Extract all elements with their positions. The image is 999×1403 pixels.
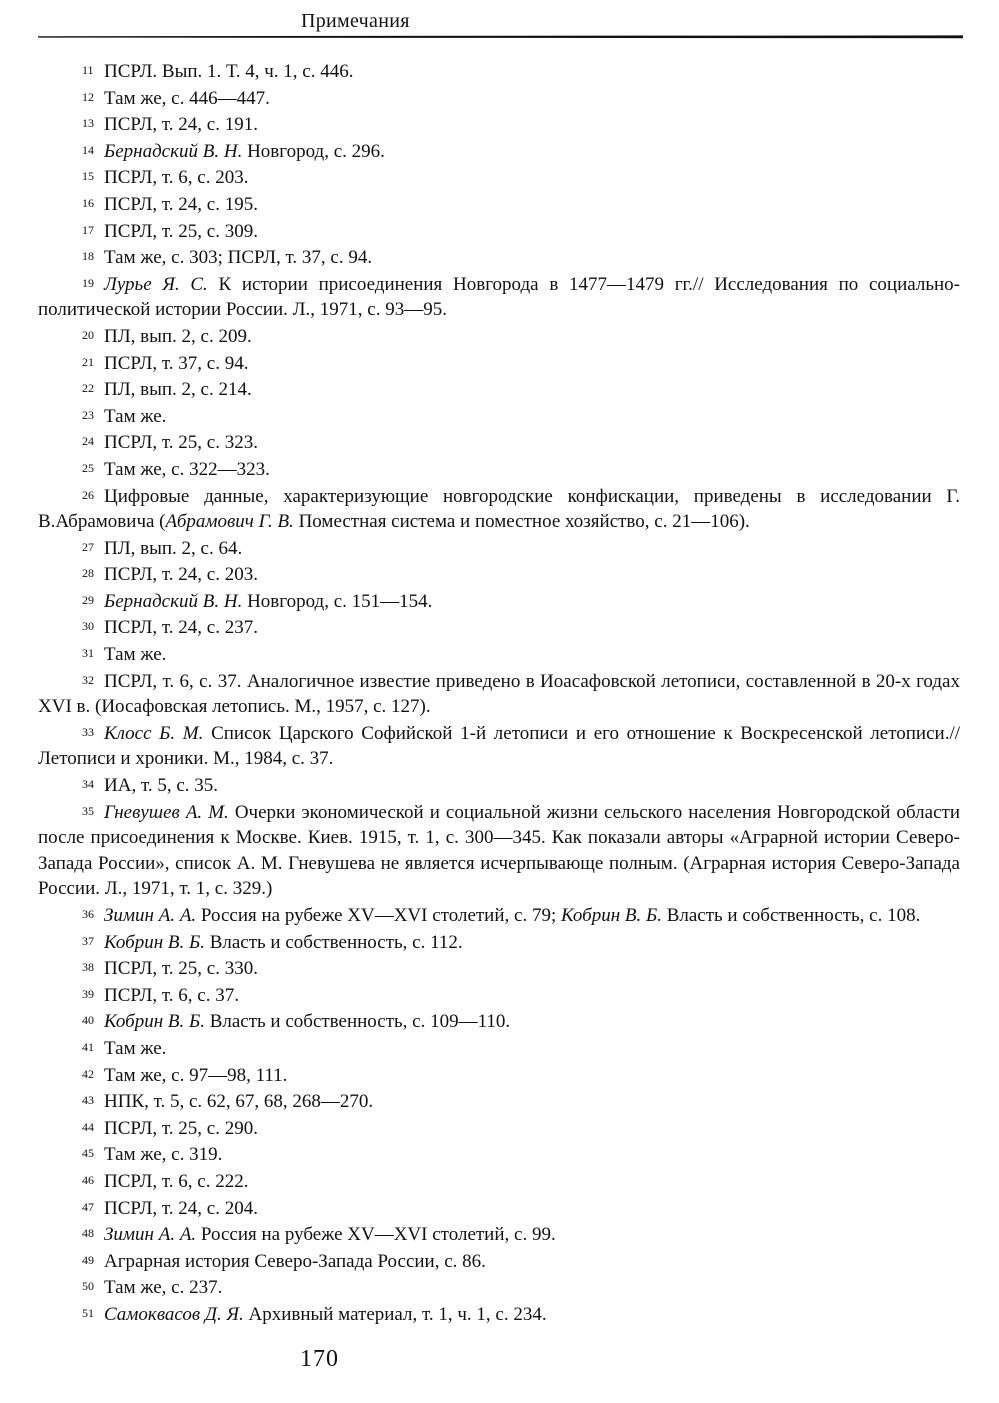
note-text: ПСРЛ, т. 6, с. 37. <box>104 984 239 1006</box>
note-item <box>38 614 960 641</box>
note-text: Там же, с. 322—323. <box>104 458 270 480</box>
note-item <box>38 799 960 902</box>
note-number: 12 <box>82 89 94 104</box>
note-item <box>38 588 960 615</box>
note-item <box>38 1274 960 1301</box>
note-text: ПСРЛ, т. 25, с. 330. <box>104 958 258 980</box>
note-text: Власть и собственность, с. 112. <box>209 931 463 953</box>
note-text: Список Царского Софийской 1-й летописи и его отношение к Воскресенской летописи.// Летописи и хроники. М., 1984, с. 37. <box>38 722 961 770</box>
note-number: 46 <box>82 1172 94 1187</box>
note-author: Зимин А. А. <box>104 1224 197 1246</box>
note-text: ПСРЛ, т. 24, с. 191. <box>104 114 258 136</box>
note-item <box>38 1221 960 1248</box>
note-author: Самоквасов Д. Я. <box>104 1303 244 1325</box>
header-rule <box>38 33 963 41</box>
note-number: 38 <box>82 960 94 975</box>
note-item <box>38 1088 960 1115</box>
note-number: 41 <box>82 1039 94 1054</box>
note-item <box>38 376 960 403</box>
note-text: Новгород, с. 151—154. <box>247 590 433 612</box>
note-number: 32 <box>82 672 94 687</box>
note-text: Там же, с. 237. <box>104 1277 223 1299</box>
note-number: 36 <box>82 907 94 921</box>
note-author: Лурье Я. С. <box>104 273 208 295</box>
note-number: 45 <box>82 1146 94 1161</box>
note-text: ПЛ, вып. 2, с. 214. <box>104 379 252 401</box>
note-item <box>38 323 960 350</box>
note-number: 22 <box>82 381 94 396</box>
note-item <box>38 1141 960 1168</box>
note-number: 33 <box>82 724 94 739</box>
note-text: ПСРЛ, т. 6, с. 222. <box>104 1170 249 1192</box>
note-item <box>38 58 960 85</box>
note-item <box>38 1008 960 1035</box>
note-item <box>38 1248 960 1275</box>
note-number: 16 <box>82 195 94 210</box>
note-number: 44 <box>82 1119 94 1134</box>
note-item <box>38 668 960 720</box>
note-text: К истории присоединения Новгорода в 1477—1479 гг.// Исследования по социально-политической истории России. Л., 1971, с. 93—95. <box>38 273 960 321</box>
note-number: 37 <box>82 933 94 948</box>
note-text: ПСРЛ, т. 6, с. 203. <box>104 167 249 189</box>
note-item <box>38 456 960 483</box>
note-item <box>38 955 960 982</box>
note-author: Бернадский В. Н. <box>104 590 243 612</box>
note-number: 34 <box>82 777 94 792</box>
note-item <box>38 561 960 588</box>
note-number: 43 <box>82 1093 94 1108</box>
note-number: 21 <box>82 354 94 369</box>
note-number: 23 <box>82 407 94 422</box>
note-author: Кобрин В. Б. <box>104 931 205 953</box>
note-text: Архивный материал, т. 1, ч. 1, с. 234. <box>248 1303 547 1325</box>
note-text: ПСРЛ, т. 25, с. 309. <box>104 220 258 242</box>
note-text: Власть и собственность, с. 108. <box>666 905 921 926</box>
note-item <box>38 1035 960 1062</box>
note-text: ПСРЛ, т. 24, с. 204. <box>104 1197 258 1219</box>
note-number: 15 <box>82 169 94 184</box>
note-text: Там же. <box>104 405 167 427</box>
note-author: Абрамович Г. В. <box>165 511 294 533</box>
note-item <box>38 535 960 562</box>
note-item <box>38 772 960 799</box>
note-number: 47 <box>82 1199 94 1214</box>
page-number: 170 <box>300 1346 339 1372</box>
note-item <box>38 244 960 271</box>
note-number: 19 <box>82 275 94 290</box>
note-text: Там же, с. 446—447. <box>104 87 270 109</box>
note-item <box>38 271 960 323</box>
note-item <box>38 1195 960 1222</box>
note-number: 39 <box>82 986 94 1001</box>
note-text: ПСРЛ, т. 6, с. 37. Аналогичное известие приведено в Иоасафовской летописи, составленной в 20-х годах XVI в. (Иосафовская летопись. М., 1957, с. 127). <box>38 670 960 718</box>
note-author: Клосс Б. М. <box>104 722 204 744</box>
note-item <box>38 641 960 668</box>
note-text: Там же. <box>104 1037 167 1059</box>
note-item <box>38 929 960 956</box>
note-text: ПСРЛ, т. 24, с. 195. <box>104 193 258 215</box>
note-item <box>38 483 960 535</box>
note-text: Там же, с. 319. <box>104 1144 223 1166</box>
note-item <box>38 1301 960 1328</box>
note-item <box>38 403 960 430</box>
note-number: 17 <box>82 222 94 237</box>
note-item <box>38 218 960 245</box>
note-item <box>38 1168 960 1195</box>
note-item <box>38 720 960 772</box>
note-text: Очерки экономической и социальной жизни сельского населения Новгородской области после присоединения к Москве. Киев. 1915, т. 1, с. 300—345. Как показали авторы «Аграрной истории Северо-Запада России», список А. М. Гневушева не является исчерпывающе полным. (Аграрная история Северо-Запада России. Л., 1971, т. 1, с. 329.) <box>38 801 960 900</box>
note-number: 29 <box>82 592 94 607</box>
note-number: 40 <box>82 1013 94 1028</box>
note-text: НПК, т. 5, с. 62, 67, 68, 268—270. <box>104 1091 374 1113</box>
note-item <box>38 1062 960 1089</box>
note-text: Там же, с. 97—98, 111. <box>104 1064 288 1086</box>
note-text: ПСРЛ, т. 25, с. 290. <box>104 1117 258 1139</box>
note-item <box>38 111 960 138</box>
note-item <box>38 164 960 191</box>
note-number: 50 <box>82 1279 94 1294</box>
note-number: 42 <box>82 1066 94 1081</box>
note-number: 25 <box>82 460 94 475</box>
header-rule-line <box>38 35 963 38</box>
note-item <box>38 429 960 456</box>
note-number: 49 <box>82 1252 94 1267</box>
note-item <box>38 902 960 929</box>
note-text: ПЛ, вып. 2, с. 209. <box>104 325 252 347</box>
note-item <box>38 138 960 165</box>
note-author: Гневушев А. М. <box>104 801 229 823</box>
note-text: ПСРЛ, т. 25, с. 323. <box>104 432 258 454</box>
note-text: ИА, т. 5, с. 35. <box>104 775 218 797</box>
note-item <box>38 85 960 112</box>
note-item <box>38 982 960 1009</box>
note-text: Россия на рубеже XV—XVI столетий, с. 79; <box>200 905 557 926</box>
note-number: 27 <box>82 539 94 554</box>
note-author: Бернадский В. Н. <box>104 140 243 162</box>
note-text: Новгород, с. 296. <box>247 140 385 162</box>
note-number: 35 <box>82 803 94 818</box>
note-text: ПСРЛ. Вып. 1. Т. 4, ч. 1, с. 446. <box>104 61 354 82</box>
note-text: Власть и собственность, с. 109—110. <box>209 1011 511 1033</box>
note-item <box>38 191 960 218</box>
note-number: 24 <box>82 434 94 449</box>
note-text: ПСРЛ, т. 24, с. 203. <box>104 564 258 586</box>
note-text: ПСРЛ, т. 37, с. 94. <box>104 352 249 374</box>
note-author: Кобрин В. Б. <box>104 1011 205 1033</box>
note-text: Поместная система и поместное хозяйство, с. 21—106). <box>298 511 750 533</box>
note-number: 31 <box>82 646 94 661</box>
running-head: Примечания <box>301 10 410 32</box>
note-text: Там же. <box>104 644 167 666</box>
note-number: 13 <box>82 116 94 131</box>
note-number: 26 <box>82 487 94 502</box>
note-text: Цифровые данные, характеризующие новгородские конфискации, приведены в исследовании Г. В.Абрамовича ( <box>38 485 960 533</box>
note-text: Аграрная история Северо-Запада России, с. 86. <box>104 1250 486 1272</box>
note-number: 20 <box>82 327 94 342</box>
note-text: ПЛ, вып. 2, с. 64. <box>104 537 243 559</box>
note-author: Кобрин В. Б. <box>561 905 662 926</box>
note-item <box>38 350 960 377</box>
note-text: ПСРЛ, т. 24, с. 237. <box>104 617 258 639</box>
note-number: 51 <box>82 1305 94 1320</box>
note-number: 30 <box>82 619 94 634</box>
note-text: Россия на рубеже XV—XVI столетий, с. 99. <box>200 1224 556 1246</box>
note-number: 48 <box>82 1226 94 1241</box>
note-number: 14 <box>82 142 94 157</box>
note-item <box>38 1115 960 1142</box>
notes-list <box>38 58 960 1328</box>
note-number: 18 <box>82 249 94 264</box>
note-number: 28 <box>82 566 94 581</box>
note-author: Зимин А. А. <box>104 905 197 926</box>
note-number: 11 <box>82 63 94 77</box>
note-text: Там же, с. 303; ПСРЛ, т. 37, с. 94. <box>104 247 373 269</box>
